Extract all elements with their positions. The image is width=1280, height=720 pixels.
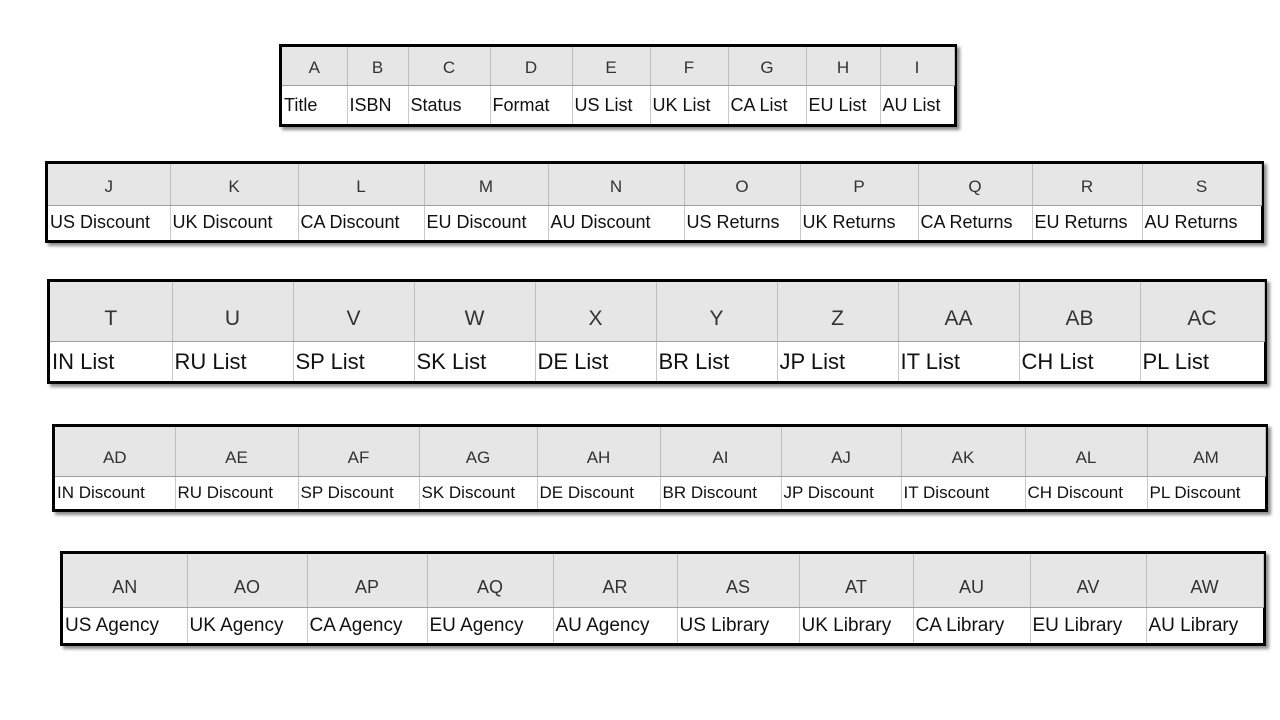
column-letter-header[interactable]: N [548, 164, 684, 205]
column-letter-header[interactable]: C [408, 47, 490, 86]
field-name-cell[interactable]: EU Agency [427, 608, 553, 643]
field-name-cell[interactable]: CH List [1019, 342, 1140, 381]
column-letter-header[interactable]: AR [553, 554, 677, 608]
column-letter-header[interactable]: L [298, 164, 424, 205]
field-name-cell[interactable]: EU Returns [1032, 205, 1142, 240]
column-letter-row [282, 47, 954, 86]
field-name-row [55, 477, 1265, 509]
column-letter-row [55, 427, 1265, 477]
column-letter-header[interactable]: P [800, 164, 918, 205]
field-name-cell[interactable]: US Library [677, 608, 799, 643]
field-name-cell[interactable]: EU Library [1030, 608, 1146, 643]
spreadsheet-strip-1 [279, 44, 957, 127]
column-letter-header[interactable]: AI [660, 427, 781, 477]
field-name-cell[interactable]: EU List [806, 86, 880, 125]
header-table [63, 554, 1264, 643]
column-letter-header[interactable]: G [728, 47, 806, 86]
column-letter-header[interactable]: AC [1140, 282, 1264, 342]
spreadsheet-strip-3 [47, 279, 1267, 384]
column-letter-header[interactable]: AV [1030, 554, 1146, 608]
column-letter-header[interactable]: AS [677, 554, 799, 608]
field-name-cell[interactable]: JP Discount [781, 477, 901, 509]
column-letter-header[interactable]: R [1032, 164, 1142, 205]
field-name-cell[interactable]: DE Discount [537, 477, 660, 509]
field-name-cell[interactable]: PL List [1140, 342, 1264, 381]
column-letter-header[interactable]: AM [1147, 427, 1265, 477]
field-name-cell[interactable]: US Agency [63, 608, 187, 643]
column-letter-header[interactable]: J [48, 164, 170, 205]
column-letter-row [48, 164, 1261, 205]
field-name-cell[interactable]: JP List [777, 342, 898, 381]
field-name-cell[interactable]: PL Discount [1147, 477, 1265, 509]
column-letter-header[interactable]: V [293, 282, 414, 342]
field-name-cell[interactable]: RU List [172, 342, 293, 381]
field-name-cell[interactable]: US Discount [48, 205, 170, 240]
field-name-cell[interactable]: IT List [898, 342, 1019, 381]
column-letter-header[interactable]: X [535, 282, 656, 342]
column-letter-header[interactable]: E [572, 47, 650, 86]
column-letter-header[interactable]: AU [913, 554, 1030, 608]
field-name-cell[interactable]: SK Discount [419, 477, 537, 509]
field-name-cell[interactable]: AU List [880, 86, 954, 125]
field-name-cell[interactable]: SK List [414, 342, 535, 381]
field-name-cell[interactable]: BR List [656, 342, 777, 381]
field-name-cell[interactable]: AU Returns [1142, 205, 1261, 240]
field-name-cell[interactable]: CH Discount [1025, 477, 1147, 509]
field-name-cell[interactable]: UK Discount [170, 205, 298, 240]
spreadsheet-strip-4 [52, 424, 1268, 512]
column-letter-header[interactable]: I [880, 47, 954, 86]
column-letter-header[interactable]: T [50, 282, 172, 342]
column-letter-header[interactable]: AD [55, 427, 175, 477]
field-name-cell[interactable]: CA Agency [307, 608, 427, 643]
column-letter-header[interactable]: AA [898, 282, 1019, 342]
column-letter-header[interactable]: AW [1146, 554, 1263, 608]
header-table [55, 427, 1266, 509]
field-name-cell[interactable]: UK Agency [187, 608, 307, 643]
field-name-cell[interactable]: CA List [728, 86, 806, 125]
field-name-cell[interactable]: IT Discount [901, 477, 1025, 509]
field-name-cell[interactable]: UK Library [799, 608, 913, 643]
field-name-cell[interactable]: US Returns [684, 205, 800, 240]
field-name-cell[interactable]: CA Library [913, 608, 1030, 643]
column-letter-header[interactable]: AT [799, 554, 913, 608]
field-name-cell[interactable]: UK Returns [800, 205, 918, 240]
field-name-row [48, 205, 1261, 240]
column-letter-header[interactable]: F [650, 47, 728, 86]
column-letter-header[interactable]: D [490, 47, 572, 86]
column-letter-header[interactable]: AK [901, 427, 1025, 477]
column-letter-row [63, 554, 1263, 608]
field-name-cell[interactable]: Title [282, 86, 347, 125]
field-name-row [50, 342, 1264, 381]
column-letter-header[interactable]: AG [419, 427, 537, 477]
column-letter-header[interactable]: K [170, 164, 298, 205]
column-letter-header[interactable]: U [172, 282, 293, 342]
column-letter-header[interactable]: AP [307, 554, 427, 608]
field-name-cell[interactable]: EU Discount [424, 205, 548, 240]
field-name-cell[interactable]: BR Discount [660, 477, 781, 509]
column-letter-header[interactable]: A [282, 47, 347, 86]
header-table [48, 164, 1262, 240]
column-letter-header[interactable]: M [424, 164, 548, 205]
field-name-cell[interactable]: AU Library [1146, 608, 1263, 643]
field-name-cell[interactable]: AU Discount [548, 205, 684, 240]
field-name-row [63, 608, 1263, 643]
field-name-row [282, 86, 954, 125]
field-name-cell[interactable]: US List [572, 86, 650, 125]
column-letter-header[interactable]: AN [63, 554, 187, 608]
field-name-cell[interactable]: CA Discount [298, 205, 424, 240]
header-table [282, 47, 955, 124]
spreadsheet-strip-2 [45, 161, 1264, 243]
header-table [50, 282, 1265, 381]
column-letter-header[interactable]: Q [918, 164, 1032, 205]
column-letter-row [50, 282, 1264, 342]
field-name-cell[interactable]: UK List [650, 86, 728, 125]
field-name-cell[interactable]: IN List [50, 342, 172, 381]
field-name-cell[interactable]: RU Discount [175, 477, 298, 509]
field-name-cell[interactable]: ISBN [347, 86, 408, 125]
field-name-cell[interactable]: AU Agency [553, 608, 677, 643]
column-letter-header[interactable]: AQ [427, 554, 553, 608]
column-letter-header[interactable]: S [1142, 164, 1261, 205]
column-letter-header[interactable]: W [414, 282, 535, 342]
column-letter-header[interactable]: O [684, 164, 800, 205]
column-letter-header[interactable]: AE [175, 427, 298, 477]
field-name-cell[interactable]: SP List [293, 342, 414, 381]
column-letter-header[interactable]: AB [1019, 282, 1140, 342]
field-name-cell[interactable]: SP Discount [298, 477, 419, 509]
column-letter-header[interactable]: AO [187, 554, 307, 608]
field-name-cell[interactable]: Format [490, 86, 572, 125]
column-letter-header[interactable]: AH [537, 427, 660, 477]
field-name-cell[interactable]: Status [408, 86, 490, 125]
column-letter-header[interactable]: H [806, 47, 880, 86]
column-letter-header[interactable]: Z [777, 282, 898, 342]
column-letter-header[interactable]: AJ [781, 427, 901, 477]
column-letter-header[interactable]: AL [1025, 427, 1147, 477]
column-letter-header[interactable]: Y [656, 282, 777, 342]
field-name-cell[interactable]: CA Returns [918, 205, 1032, 240]
field-name-cell[interactable]: IN Discount [55, 477, 175, 509]
column-letter-header[interactable]: AF [298, 427, 419, 477]
column-letter-header[interactable]: B [347, 47, 408, 86]
spreadsheet-strip-5 [60, 551, 1266, 646]
field-name-cell[interactable]: DE List [535, 342, 656, 381]
